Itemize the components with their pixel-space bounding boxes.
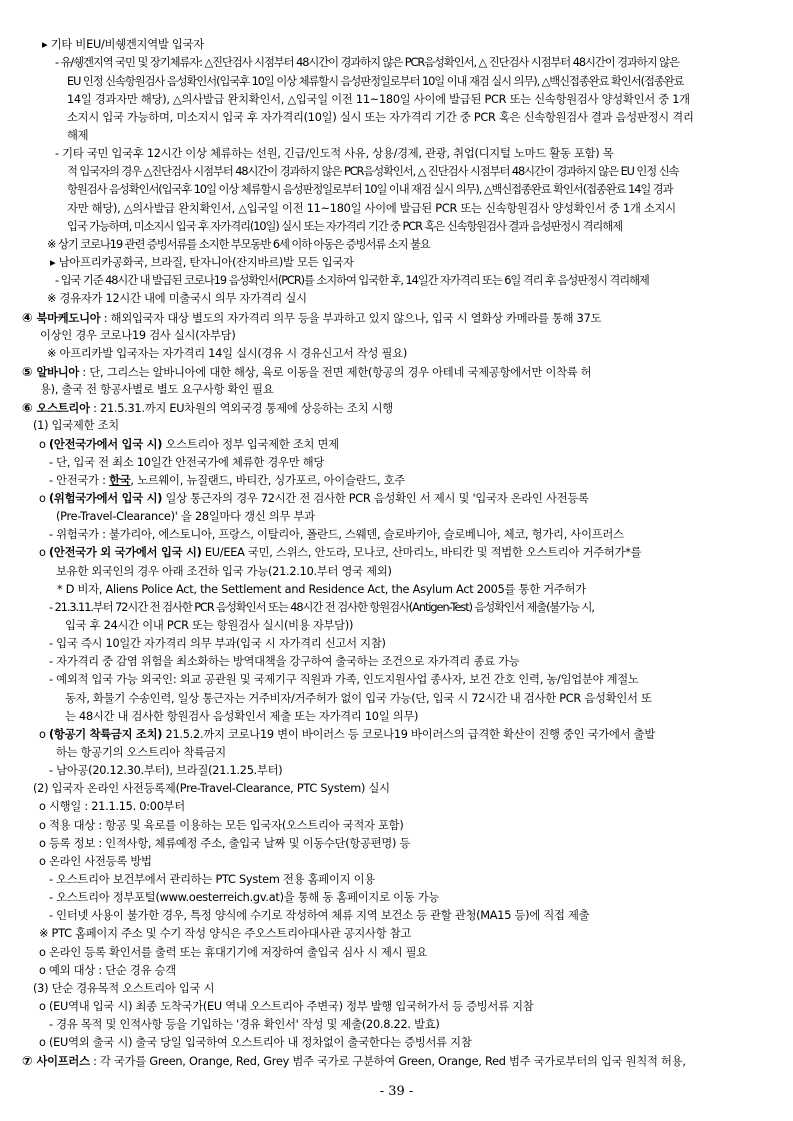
text-line [39, 543, 753, 562]
text-line [49, 634, 753, 653]
text-line [39, 924, 753, 943]
text-line [67, 108, 753, 127]
text-line [22, 308, 753, 327]
text-segment: 한국 [109, 474, 131, 487]
text-segment: ※ 아프리카발 입국자는 자가격리 14일 실시(경유 시 경유신고서 작성 필요) [47, 347, 408, 360]
text-line [49, 906, 753, 925]
text-segment: 보유한 외국인의 경우 아래 조건하 입국 가능(21.2.10.부터 영국 제외) [56, 565, 392, 578]
text-segment: ο 적용 대상 : 항공 및 육로를 이용하는 모든 입국자(오스트리아 국적자 포함) [39, 819, 404, 832]
text-segment: EU/EEA 국민, 스위스, 안도라, 모나코, 산마리노, 바티칸 및 적법한 오스트리아 거주허가*를 [201, 546, 642, 559]
text-line [39, 943, 753, 962]
text-segment: 오스트리아 [36, 402, 90, 415]
text-line [67, 180, 753, 199]
text-line [39, 797, 753, 816]
text-segment: ④ [22, 310, 37, 325]
text-line [49, 525, 753, 544]
text-segment: : 21.5.31.까지 EU차원의 역외국경 통제에 상응하는 조치 시행 [89, 402, 393, 415]
text-segment: : 단, 그리스는 알바니아에 대한 해상, 육로 이동을 전면 제한(항공의 경우 아테네 국제공항에서만 이착륙 허 [79, 366, 592, 379]
text-segment: (1) 입국제한 조치 [33, 419, 119, 432]
text-line [39, 834, 753, 853]
text-segment: ο 온라인 등록 확인서를 출력 또는 휴대기기에 저장하여 출입국 심사 시 제시 필요 [39, 946, 427, 959]
text-segment: - 21.3.11.부터 72시간 전 검사한 PCR 음성확인서 또는 48시간 전 검사한 항원검사(Antigen-Test) 음성확인서 제출(불가능 시, [49, 601, 594, 614]
text-segment: EU 인정 신속항원검사 음성확인서(입국후 10일 이상 체류할시 음성판정일로부터 10일 이내 재검 실시 의무), △백신접종완료 확인서(접종완료 [67, 75, 684, 88]
text-line [22, 1051, 753, 1070]
text-line [55, 144, 753, 163]
text-segment: 사이프러스 [36, 1055, 90, 1068]
text-segment: ο 시행일 : 21.1.15. 0:00부터 [39, 800, 185, 813]
text-segment: 입국 가능하며, 미소지시 입국 후 자가격리(10일) 실시 또는 자가격리 기간 중 PCR 혹은 신속항원검사 결과 음성판정시 격리해제 [67, 220, 623, 233]
text-line [39, 816, 753, 835]
text-line [67, 217, 753, 236]
text-segment: 적 입국자의 경우 △진단검사 시점부터 48시간이 경과하지 않은 PCR음성확인서, △ 진단검사 시점부터 48시간이 경과하지 않은 EU 인정 신속 [67, 165, 679, 178]
text-line [47, 235, 753, 254]
text-line [67, 126, 753, 145]
text-line [49, 453, 753, 472]
text-line [67, 90, 753, 109]
text-line [39, 725, 753, 744]
text-segment: ※ 경유자가 12시간 내에 미출국시 의무 자가격리 실시 [47, 292, 307, 305]
text-line [39, 961, 753, 980]
text-segment: (3) 단순 경유목적 오스트리아 입국 시 [33, 982, 215, 995]
text-segment: - 입국 기준 48시간 내 발급된 코로나19 음성확인서(PCR)를 소지하여 입국한 후, 14일간 자가격리 또는 6일 격리 후 음성판정시 격리해제 [55, 274, 649, 287]
text-segment: (항공기 착륙금지 조치) [49, 728, 163, 741]
text-line [22, 362, 753, 381]
text-line [49, 598, 753, 617]
text-line [56, 562, 753, 581]
text-segment: ο (EU역외 출국 시) 출국 당일 입국하여 오스트리아 내 정차없이 출국한다는 증빙서류 지참 [39, 1036, 472, 1049]
text-segment: 해제 [67, 129, 89, 142]
text-segment: - 예외적 입국 가능 외국인: 외교 공관원 및 국제기구 직원과 가족, 인도지원사업 종사자, 보건 간호 인력, 농/임업분야 계절노 [49, 673, 639, 686]
text-line [67, 72, 753, 91]
text-segment: ο 등록 정보 : 인적사항, 체류예정 주소, 출입국 날짜 및 이동수단(항공편명) 등 [39, 837, 411, 850]
text-segment: ⑦ [22, 1053, 37, 1068]
text-segment: 북마케도니아 [36, 312, 101, 325]
text-segment: - 입국 즉시 10일간 자가격리 의무 부과(입국 시 자가격리 신고서 지참) [49, 637, 386, 650]
text-line [22, 398, 753, 417]
text-line [67, 199, 753, 218]
text-line [49, 1015, 753, 1034]
text-segment: - 남아공(20.12.30.부터), 브라질(21.1.25.부터) [49, 764, 283, 777]
text-segment: 항원검사 음성확인서(입국후 10일 이상 체류할시 음성판정일로부터 10일 이내 재검 실시 의무), △백신접종완료 확인서(접종완료 14일 경과 [67, 183, 673, 196]
text-segment: ▸ 기타 비EU/비쉥겐지역발 입국자 [42, 38, 204, 51]
text-line [67, 162, 753, 181]
text-line [40, 326, 753, 345]
text-line [42, 35, 753, 54]
text-line [49, 652, 753, 671]
text-line [56, 743, 753, 762]
text-segment: 오스트리아 정부 입국제한 조치 면제 [162, 438, 339, 451]
text-segment: - 유/쉥겐지역 국민 및 장기체류자: △진단검사 시점부터 48시간이 경과하지 않은 PCR음성확인서, △ 진단검사 시점부터 48시간이 경과하지 않은 [55, 56, 679, 69]
text-segment: - 자가격리 중 감염 위험을 최소화하는 방역대책을 강구하여 출국하는 조건으로 자가격리 종료 가능 [49, 655, 520, 668]
text-segment: 일상 통근자의 경우 72시간 전 검사한 PCR 음성확인 서 제시 및 '입국자 온라인 사전등록 [162, 492, 589, 505]
text-line [49, 670, 753, 689]
text-line [65, 707, 753, 726]
text-segment: 용), 출국 전 항공사별로 별도 요구사항 확인 필요 [40, 383, 274, 396]
text-segment: - 기타 국민 입국후 12시간 이상 체류하는 선원, 긴급/인도적 사유, 상용/경제, 관광, 취업(디지털 노마드 활동 포함) 목 [55, 147, 614, 160]
text-segment: ※ PTC 홈페이지 주소 및 수기 작성 양식은 주오스트리아대사관 공지사항 참고 [39, 927, 412, 940]
text-line [57, 580, 753, 599]
text-segment: (위험국가에서 입국 시) [49, 492, 163, 505]
text-segment: - 인터넷 사용이 불가한 경우, 특정 양식에 수기로 작성하여 체류 지역 보건소 등 관할 관청(MA15 등)에 직접 제출 [49, 909, 590, 922]
text-segment: 하는 항공기의 오스트리아 착륙금지 [56, 746, 226, 759]
text-line [55, 271, 753, 290]
text-segment: : 해외입국자 대상 별도의 자가격리 의무 등을 부과하고 있지 않으나, 입국 시 열화상 카메라를 통해 37도 [100, 312, 602, 325]
text-line [56, 507, 753, 526]
text-segment: ο 예외 대상 : 단순 경유 승객 [39, 964, 176, 977]
text-segment: : 각 국가를 Green, Orange, Red, Grey 범주 국가로 구분하여 Green, Orange, Red 범주 국가로부터의 입국 원칙적 허용, [89, 1055, 686, 1068]
text-segment: ※ 상기 코로나19 관련 증빙서류를 소지한 부모동반 6세 이하 아동은 증빙서류 소지 불요 [47, 238, 430, 251]
text-segment: 21.5.2.까지 코로나19 변이 바이러스 등 코로나19 바이러스의 급격한 확산이 진행 중인 국가에서 출발 [162, 728, 656, 741]
text-segment: 입국 후 24시간 이내 PCR 또는 항원검사 실시(비용 자부담)) [65, 619, 354, 632]
text-line [49, 471, 753, 490]
page-number: - 39 - [379, 1084, 414, 1099]
text-segment: - 경유 목적 및 인적사항 등을 기입하는 '경유 확인서' 작성 및 제출(20.8.22. 발효) [49, 1018, 440, 1031]
text-line [40, 380, 753, 399]
text-line [33, 416, 753, 435]
text-segment: ⑤ [22, 364, 37, 379]
text-segment: ο [39, 438, 50, 451]
text-segment: ⑥ [22, 400, 37, 415]
text-line [33, 979, 753, 998]
text-segment: 는 48시간 내 검사한 항원검사 음성확인서 제출 또는 자가격리 10일 의무) [65, 710, 419, 723]
text-line [50, 253, 753, 272]
text-line [33, 779, 753, 798]
text-segment: - 오스트리아 보건부에서 관리하는 PTC System 전용 홈페이지 이용 [49, 873, 375, 886]
text-line [47, 289, 753, 308]
text-segment: (안전국가에서 입국 시) [49, 438, 163, 451]
text-line [39, 852, 753, 871]
text-segment: ▸ 남아프리카공화국, 브라질, 탄자니아(잔지바르)발 모든 입국자 [50, 256, 354, 269]
text-segment: , 노르웨이, 뉴질랜드, 바티칸, 싱가포르, 아이슬란드, 호주 [130, 474, 406, 487]
text-line [47, 344, 753, 363]
text-segment: 14일 경과자만 해당), △의사발급 완치확인서, △입국일 이전 11~180일 사이에 발급된 PCR 또는 신속항원검사 양성확인서 중 1개 [67, 93, 690, 106]
text-segment: - 오스트리아 정부포털(www.oesterreich.gv.at)을 통해 동 홈페이지로 이동 가능 [49, 891, 440, 904]
text-segment: (2) 입국자 온라인 사전등록제(Pre-Travel-Clearance, PTC System) 실시 [33, 782, 390, 795]
text-segment: 이상인 경우 코로나19 검사 실시(자부담) [40, 329, 236, 342]
text-line [49, 888, 753, 907]
text-segment: ο [39, 546, 50, 559]
text-segment: 소지시 입국 가능하며, 미소지시 입국 후 자가격리(10일) 실시 또는 자가격리 기간 중 PCR 혹은 신속항원검사 결과 음성판정시 격리 [67, 111, 694, 124]
text-line [39, 435, 753, 454]
text-segment: ο (EU역내 입국 시) 최종 도착국가(EU 역내 오스트리아 주변국) 정부 발행 입국허가서 등 증빙서류 지참 [39, 1000, 534, 1013]
text-segment: * D 비자, Aliens Police Act, the Settlement and Residence Act, the Asylum Act 2005를 통한 거주허가 [57, 583, 586, 596]
text-line [39, 489, 753, 508]
text-line [39, 1033, 753, 1052]
text-segment: (Pre-Travel-Clearance)' 을 28일마다 갱신 의무 부과 [56, 510, 315, 523]
text-line [65, 689, 753, 708]
text-segment: 동자, 화물기 수송인력, 일상 통근자는 거주비자/거주허가 없이 입국 가능(단, 입국 시 72시간 내 검사한 PCR 음성확인서 또 [65, 692, 652, 705]
text-segment: 알바니아 [36, 366, 80, 379]
text-segment: - 안전국가 : [49, 474, 110, 487]
text-line [49, 870, 753, 889]
text-segment: - 단, 입국 전 최소 10일간 안전국가에 체류한 경우만 해당 [49, 456, 325, 469]
text-line [39, 997, 753, 1016]
text-segment: (안전국가 외 국가에서 입국 시) [49, 546, 202, 559]
text-segment: - 위험국가 : 불가리아, 에스토니아, 프랑스, 이탈리아, 폴란드, 스웨덴, 슬로바키아, 슬로베니아, 체코, 헝가리, 사이프러스 [49, 528, 624, 541]
text-segment: ο [39, 492, 50, 505]
text-segment: ο 온라인 사전등록 방법 [39, 855, 152, 868]
text-line [49, 761, 753, 780]
text-segment: 자만 해당), △의사발급 완치확인서, △입국일 이전 11~180일 사이에 발급된 PCR 또는 신속항원검사 양성확인서 중 1개 소지시 [67, 202, 676, 215]
text-segment: ο [39, 728, 50, 741]
text-line [55, 53, 753, 72]
text-line [65, 616, 753, 635]
